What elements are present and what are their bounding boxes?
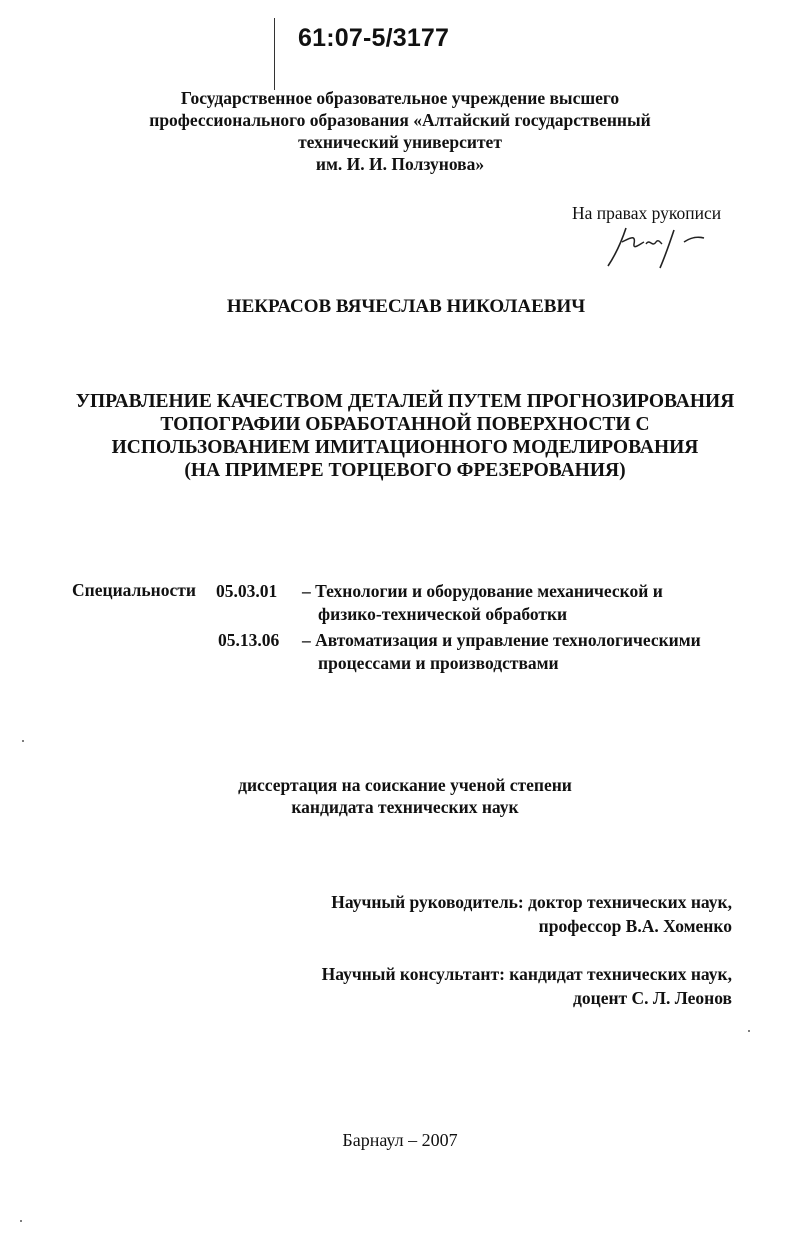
scientific-advisor <box>240 890 732 938</box>
institution-line: технический университет <box>298 132 502 152</box>
title-line: ТОПОГРАФИИ ОБРАБОТАННОЙ ПОВЕРХНОСТИ С <box>160 414 650 435</box>
city-year: Барнаул – 2007 <box>342 1130 458 1150</box>
author-name: НЕКРАСОВ ВЯЧЕСЛАВ НИКОЛАЕВИЧ <box>226 296 586 317</box>
specialty-code: 05.03.01 <box>216 581 278 601</box>
title-line: УПРАВЛЕНИЕ КАЧЕСТВОМ ДЕТАЛЕЙ ПУТЕМ ПРОГНОЗИРОВАНИЯ <box>75 391 735 412</box>
institution-line: им. И. И. Ползунова» <box>315 154 485 174</box>
scan-speck <box>22 740 24 742</box>
specialty-description: – Технологии и оборудование механической и <box>302 581 663 601</box>
institution-line: Государственное образовательное учреждение высшего <box>180 88 620 108</box>
advisor-line: профессор В.А. Хоменко <box>538 916 732 936</box>
specialty-description: процессами и производствами <box>318 653 559 673</box>
specialty-item <box>0 580 796 628</box>
handwritten-signature <box>600 220 710 275</box>
degree-line: кандидата технических наук <box>291 797 519 817</box>
advisor-line: Научный руководитель: доктор технических наук, <box>331 892 732 912</box>
registration-number: 61:07-5/3177 <box>298 24 450 52</box>
specialty-code: 05.13.06 <box>218 630 280 650</box>
dissertation-title <box>40 390 770 482</box>
institution-name <box>100 87 700 175</box>
scan-speck <box>748 1030 750 1032</box>
specialty-description: физико-технической обработки <box>318 604 568 624</box>
specialties-label: Специальности <box>72 580 196 600</box>
manuscript-rights-note: На правах рукописи <box>572 203 722 223</box>
specialty-item <box>0 629 796 677</box>
consultant-line: доцент С. Л. Леонов <box>573 988 732 1008</box>
institution-line: профессионального образования «Алтайский государственный <box>149 110 651 130</box>
degree-line: диссертация на соискание ученой степени <box>238 775 572 795</box>
scientific-consultant <box>240 962 732 1010</box>
title-line: ИСПОЛЬЗОВАНИЕМ ИМИТАЦИОННОГО МОДЕЛИРОВАНИЯ <box>111 437 699 458</box>
title-line: (НА ПРИМЕРЕ ТОРЦЕВОГО ФРЕЗЕРОВАНИЯ) <box>184 460 626 481</box>
specialty-description: – Автоматизация и управление технологическими <box>302 630 701 650</box>
scan-speck <box>20 1220 22 1222</box>
degree-statement <box>120 774 690 818</box>
consultant-line: Научный консультант: кандидат технических наук, <box>321 964 732 984</box>
margin-rule <box>274 18 275 90</box>
